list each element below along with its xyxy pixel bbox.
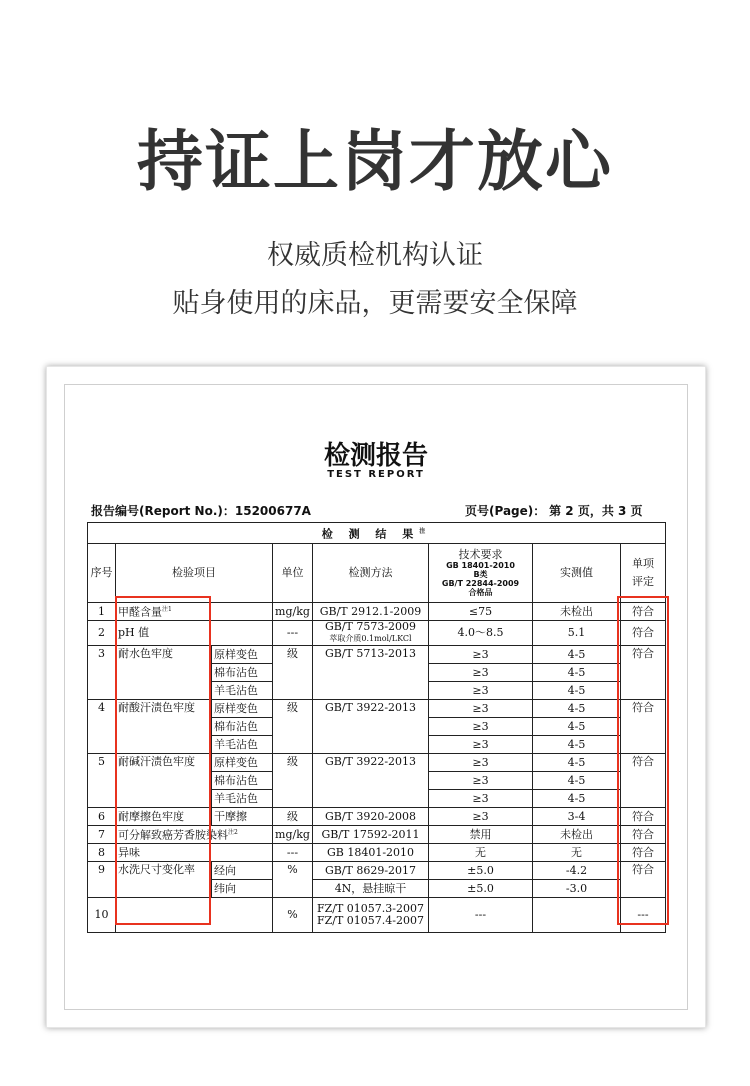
item-column-highlight — [115, 596, 211, 925]
table-row: 6 耐摩擦色牢度 干摩擦 级 GB/T 3920-2008 ≥3 3-4 符合 — [88, 808, 666, 826]
table-row: 羊毛沾色 ≥3 4-5 — [88, 736, 666, 754]
report-number: 报告编号(Report No.)：15200677A — [91, 504, 311, 518]
table-row: 纬向 4N，悬挂晾干 ±5.0 -3.0 — [88, 880, 666, 898]
table-row: 棉布沾色 ≥3 4-5 — [88, 718, 666, 736]
table-row: 羊毛沾色 ≥3 4-5 — [88, 790, 666, 808]
report-subtitle: TEST REPORT — [327, 469, 425, 480]
table-row: 4 耐酸汗渍色牢度 原样变色 级 GB/T 3922-2013 ≥3 4-5 符合 — [88, 700, 666, 718]
page-number: 页号(Page)： 第 2 页，共 3 页 — [465, 504, 643, 518]
table-row: 5 耐碱汗渍色牢度 原样变色 级 GB/T 3922-2013 ≥3 4-5 符合 — [88, 754, 666, 772]
table-row: 10 % FZ/T 01057.3-2007 FZ/T 01057.4-2007 --- --- — [88, 898, 666, 933]
results-heading: 检 测 结 果$^注$ — [88, 523, 666, 544]
table-row: 8 异味 --- GB 18401-2010 无 无 符合 — [88, 844, 666, 862]
subtitle-line-2: 贴身使用的床品，更需要安全保障 — [172, 288, 578, 319]
verdict-column-highlight — [617, 596, 669, 925]
table-row: 棉布沾色 ≥3 4-5 — [88, 772, 666, 790]
table-row: 1 甲醛含量$^{注1}$ mg/kg GB/T 2912.1-2009 ≤75 未检出 符合 — [88, 603, 666, 621]
table-row: 棉布沾色 ≥3 4-5 — [88, 664, 666, 682]
table-row: 7 可分解致癌芳香胺染料$^{注2}$ mg/kg GB/T 17592-2011 禁用 未检出 符合 — [88, 826, 666, 844]
main-title: 持证上岗才放心 — [137, 123, 613, 200]
table-row: 3 耐水色牢度 原样变色 级 GB/T 5713-2013 ≥3 4-5 符合 — [88, 646, 666, 664]
table-header-row: 序号 检验项目 单位 检测方法 技术要求 GB 18401-2010 B类 GB/T 22844-2009 合格品 实测值 单项 评定 — [88, 544, 666, 603]
table-row: 9 水洗尺寸变化率 经向 % GB/T 8629-2017 ±5.0 -4.2 符合 — [88, 862, 666, 880]
report-title: 检测报告 — [323, 441, 428, 471]
subtitle-line-1: 权威质检机构认证 — [267, 240, 483, 271]
table-row: 2 pH 值 --- GB/T 7573-2009 萃取介质0.1mol/LKCl 4.0～8.5 5.1 符合 — [88, 621, 666, 646]
table-row: 羊毛沾色 ≥3 4-5 — [88, 682, 666, 700]
